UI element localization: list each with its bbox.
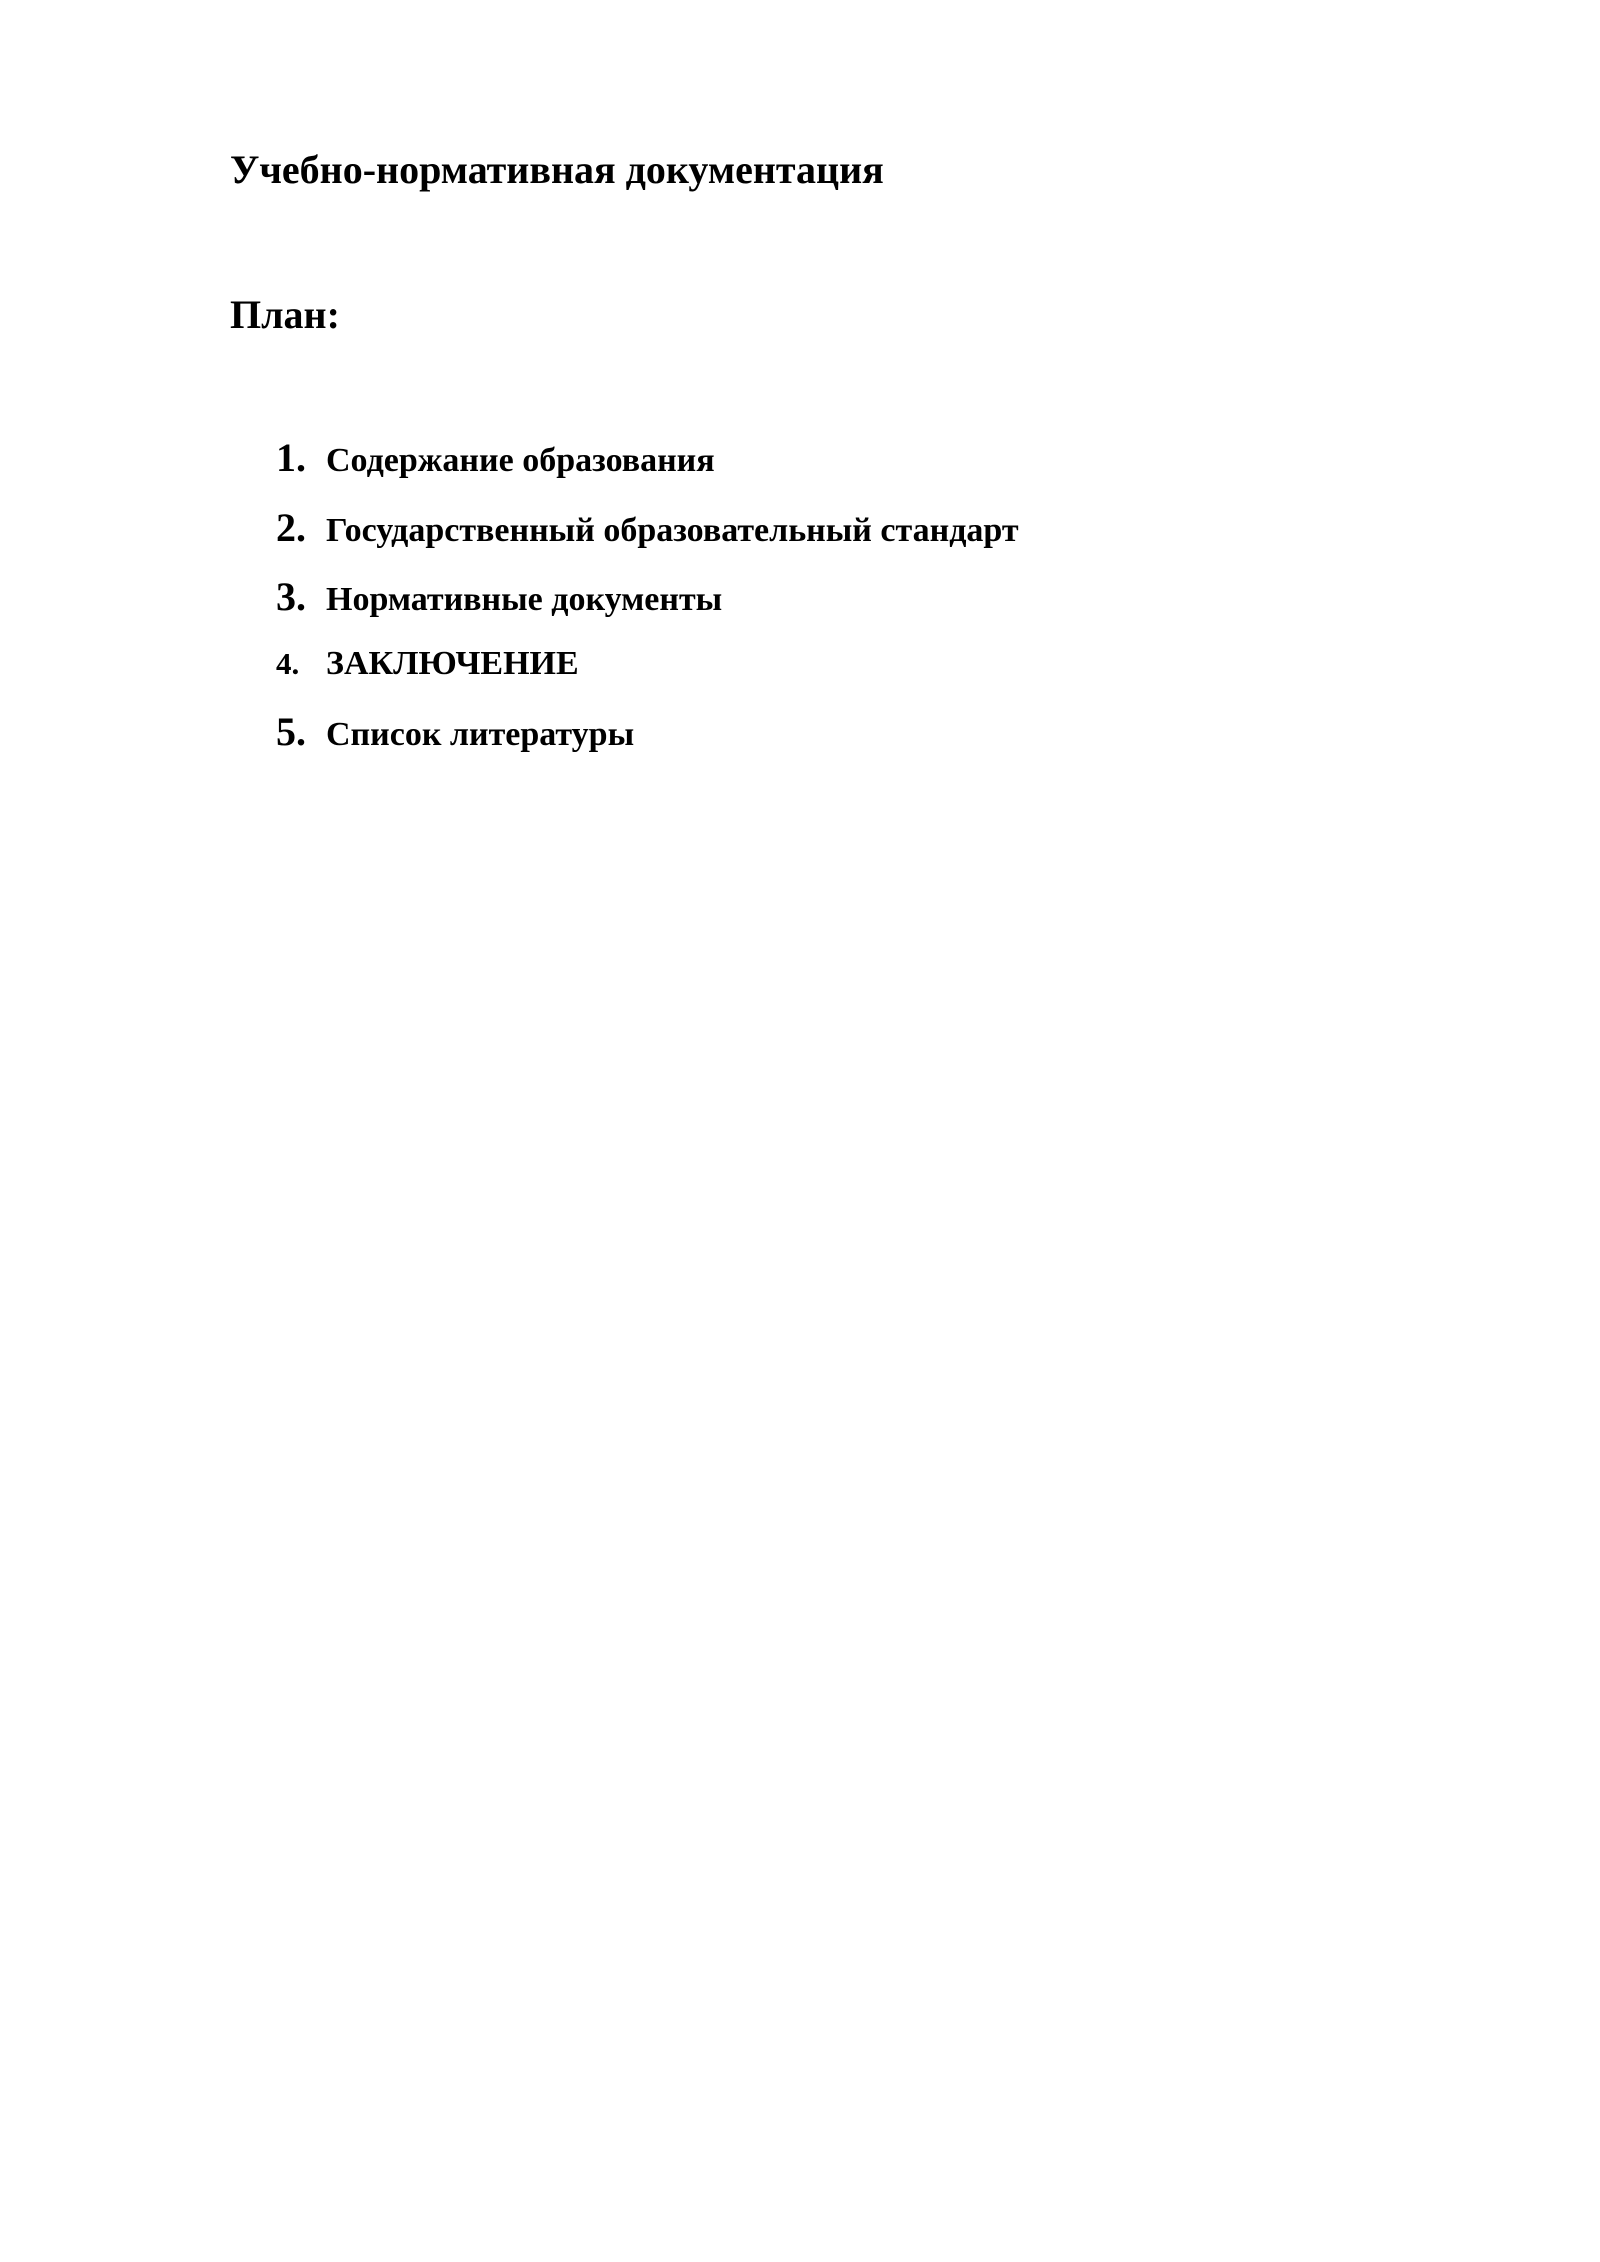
plan-item-label: Содержание образования (326, 442, 715, 479)
plan-item (276, 574, 723, 619)
plan-item-number: 2. (276, 505, 306, 550)
plan-item-label: Список литературы (326, 716, 635, 753)
plan-item-number: 5. (276, 709, 306, 754)
plan-item-label: Государственный образовательный стандарт (326, 512, 1019, 549)
plan-item (276, 435, 715, 480)
document-title: Учебно-нормативная документация (230, 147, 884, 192)
plan-item (276, 709, 635, 754)
plan-item-number: 1. (276, 435, 306, 480)
plan-heading: План: (230, 292, 340, 337)
plan-item-label: ЗАКЛЮЧЕНИЕ (326, 645, 579, 682)
plan-item-number: 4. (276, 646, 300, 681)
plan-item (276, 647, 579, 681)
plan-item (276, 505, 1019, 550)
plan-item-number: 3. (276, 574, 306, 619)
plan-item-label: Нормативные документы (326, 581, 723, 618)
